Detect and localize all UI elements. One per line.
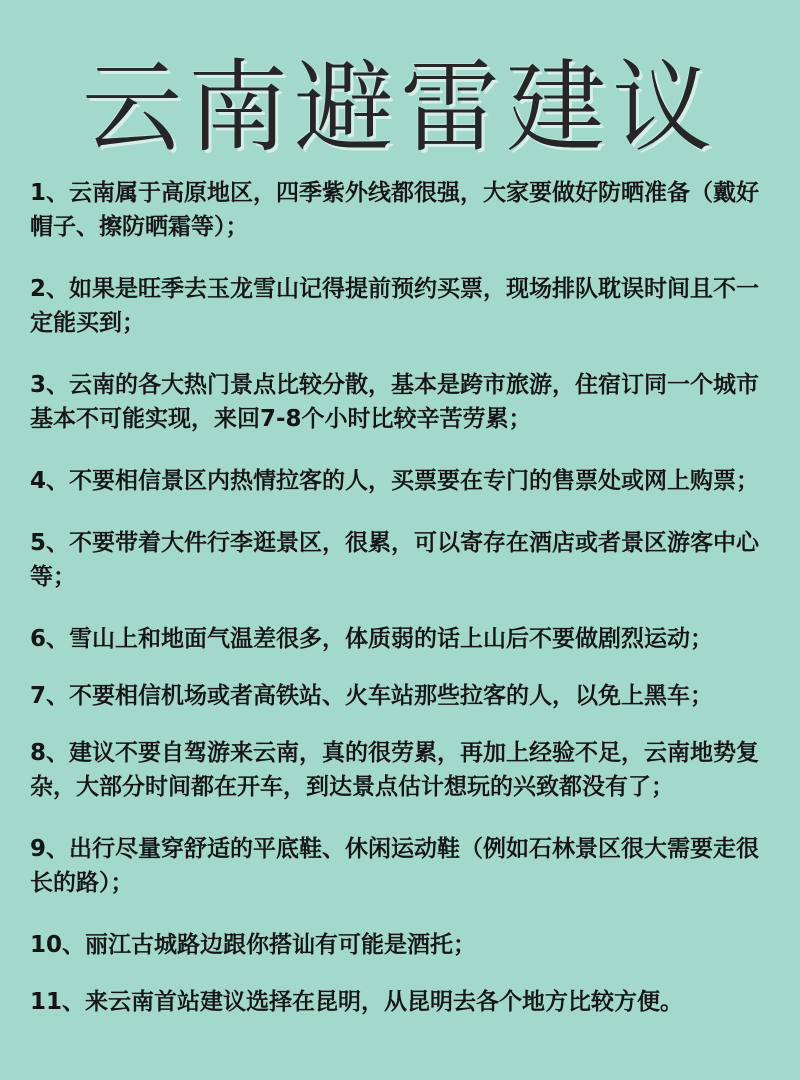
tip-item: 10、丽江古城路边跟你搭讪有可能是酒托； <box>30 932 477 958</box>
tip-item: 11、来云南首站建议选择在昆明，从昆明去各个地方比较方便。 <box>30 989 684 1015</box>
tip-item: 5、不要带着大件行李逛景区，很累，可以寄存在酒店或者景区游客中心等； <box>30 530 760 590</box>
tip-item: 9、出行尽量穿舒适的平底鞋、休闲运动鞋（例如石林景区很大需要走很长的路）； <box>30 836 760 896</box>
tip-item: 1、云南属于高原地区，四季紫外线都很强，大家要做好防晒准备（戴好帽子、擦防晒霜等）； <box>30 180 760 240</box>
tip-item: 8、建议不要自驾游来云南，真的很劳累，再加上经验不足，云南地势复杂，大部分时间都在开车，到达景点估计想玩的兴致都没有了； <box>30 740 760 800</box>
tip-item: 2、如果是旺季去玉龙雪山记得提前预约买票，现场排队耽误时间且不一定能买到； <box>30 276 760 336</box>
tip-item: 3、云南的各大热门景点比较分散，基本是跨市旅游，住宿订同一个城市基本不可能实现，来回7-8个小时比较辛苦劳累； <box>30 372 760 432</box>
tips-list <box>30 176 775 1042</box>
tip-item: 6、雪山上和地面气温差很多，体质弱的话上山后不要做剧烈运动； <box>30 626 714 652</box>
tip-item: 7、不要相信机场或者高铁站、火车站那些拉客的人，以免上黑车； <box>30 683 714 709</box>
page-title: 云南避雷建议 <box>82 49 718 166</box>
tip-item: 4、不要相信景区内热情拉客的人，买票要在专门的售票处或网上购票； <box>30 468 760 494</box>
